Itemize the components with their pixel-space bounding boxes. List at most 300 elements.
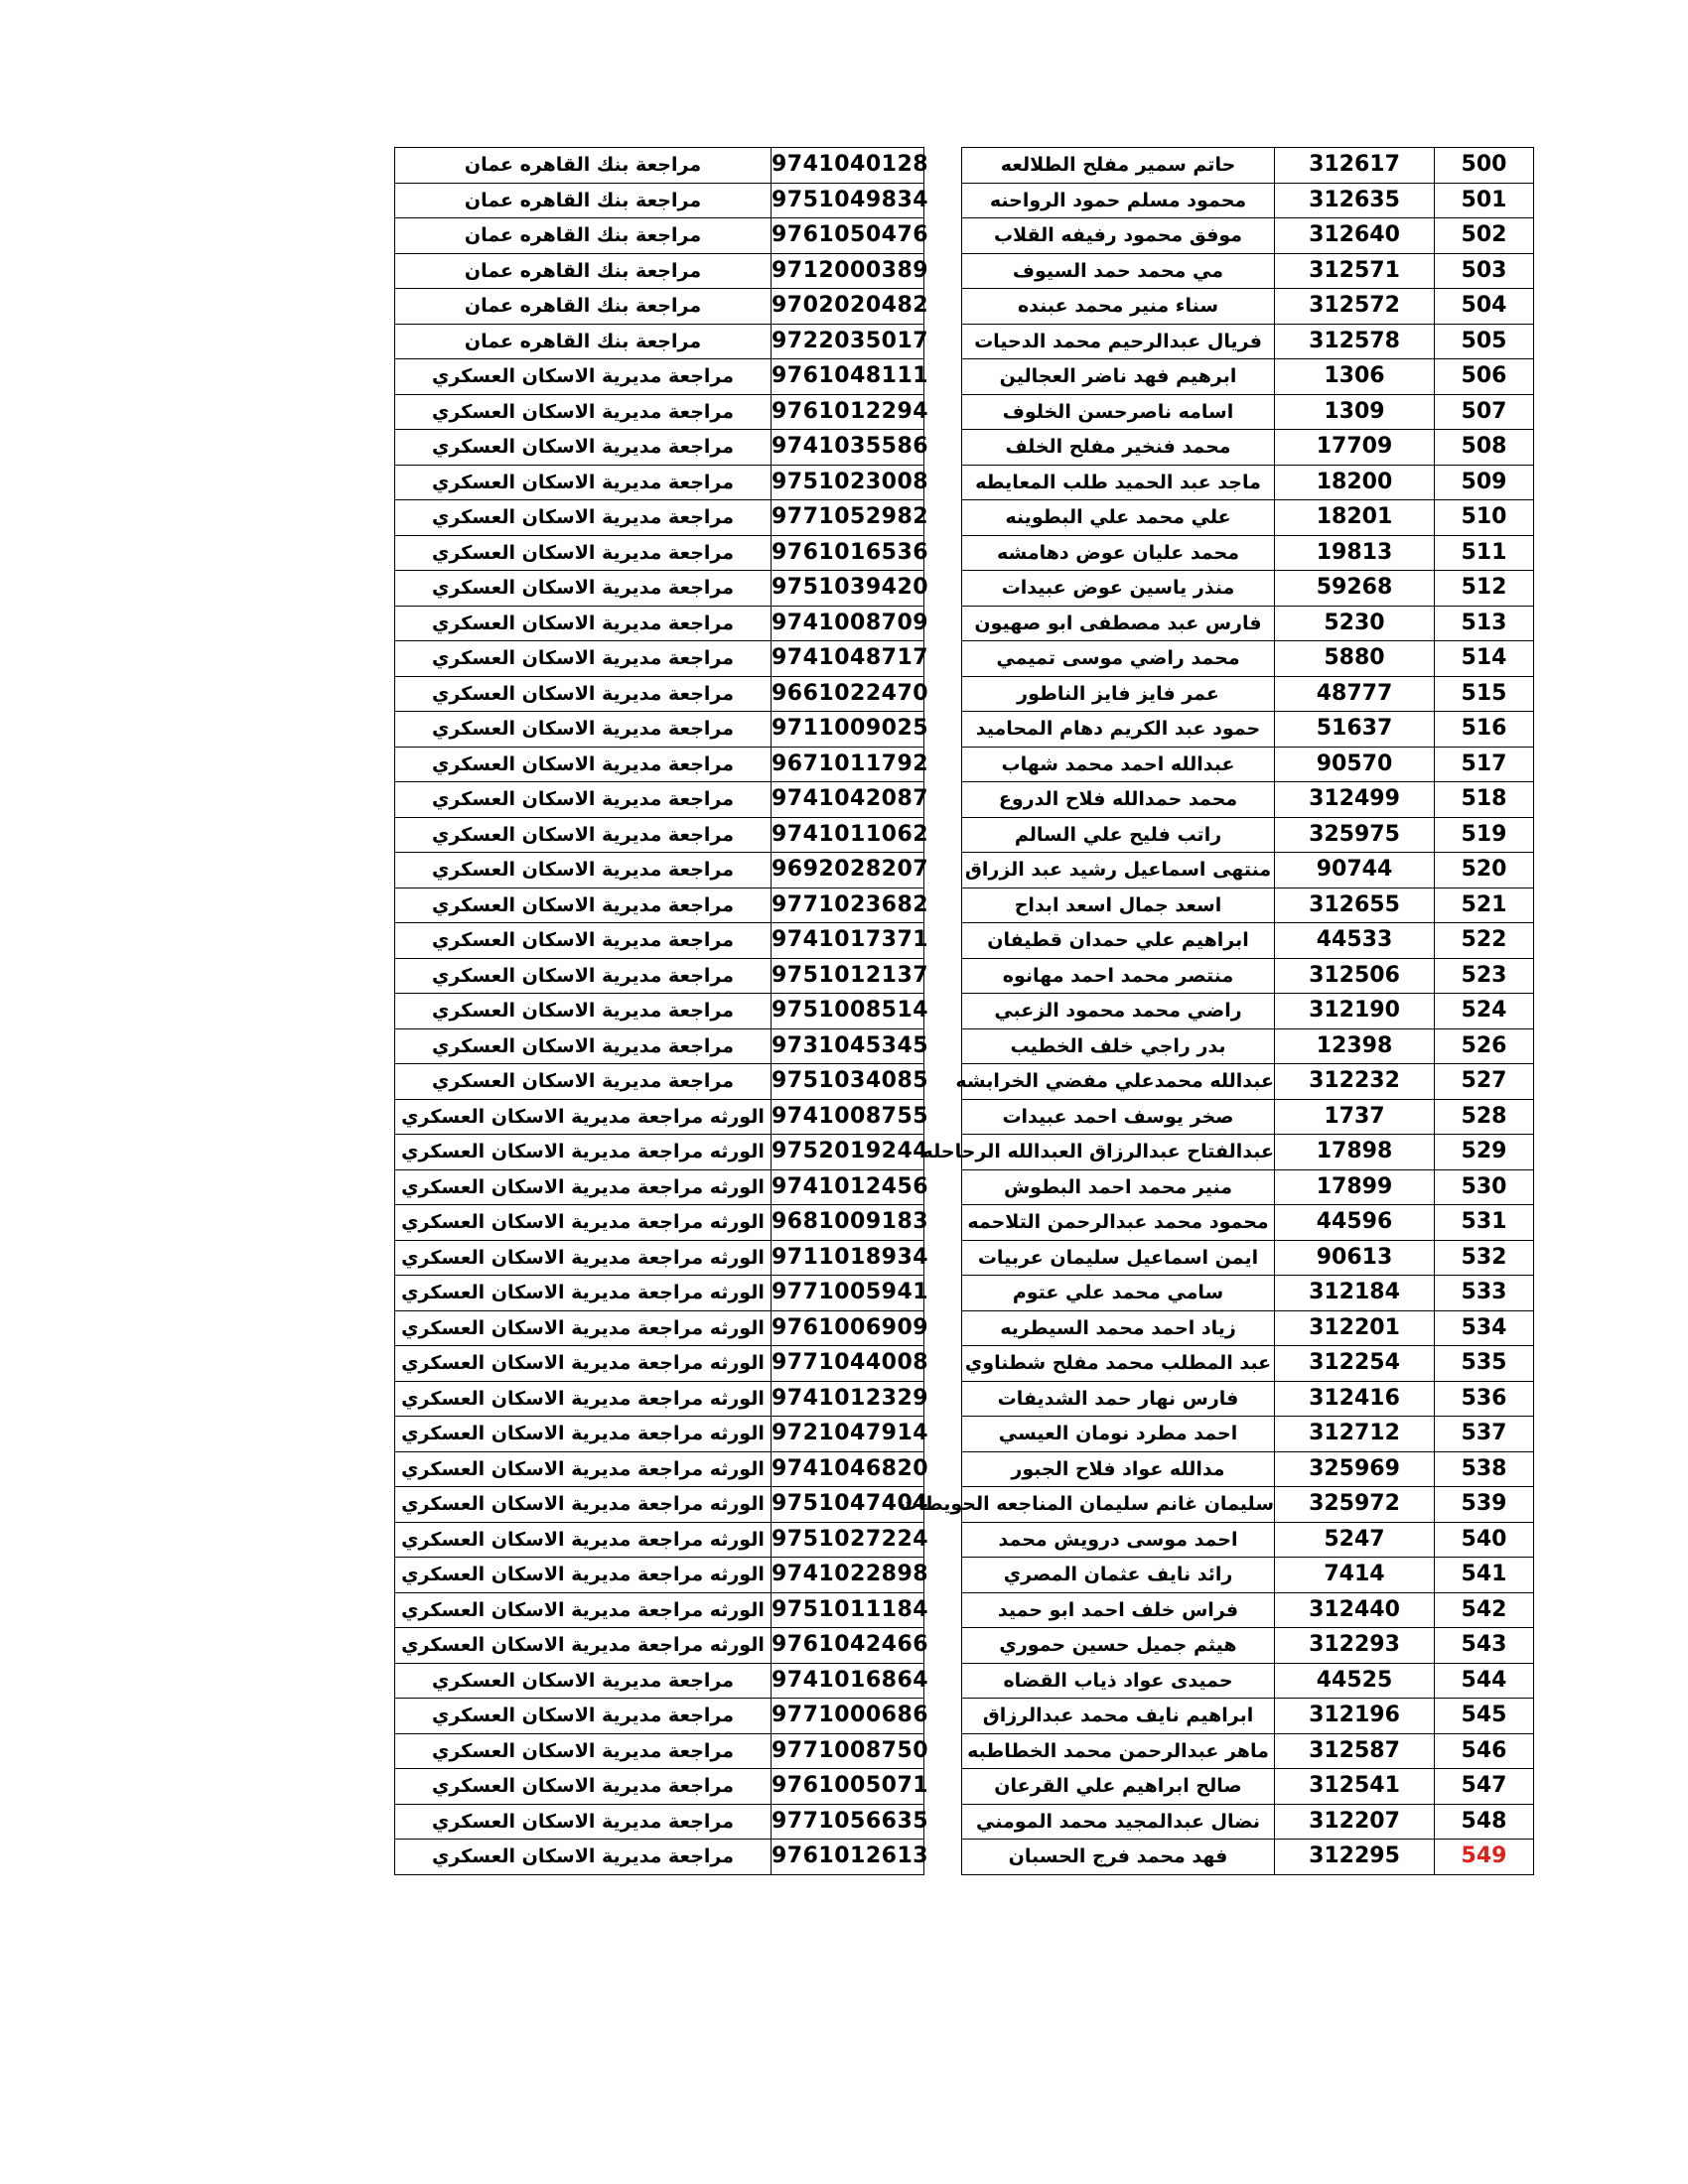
name-cell: نضال عبدالمجيد محمد المومني bbox=[962, 1804, 1275, 1840]
code-cell: 312190 bbox=[1275, 994, 1435, 1029]
table-row bbox=[395, 289, 1534, 325]
remarks-cell: الورثه مراجعة مديرية الاسكان العسكري bbox=[395, 1592, 772, 1628]
name-cell: حاتم سمير مفلح الطلالعه bbox=[962, 148, 1275, 184]
name-cell: منير محمد احمد البطوش bbox=[962, 1169, 1275, 1205]
remarks-cell: الورثه مراجعة مديرية الاسكان العسكري bbox=[395, 1135, 772, 1170]
code-cell: 312440 bbox=[1275, 1592, 1435, 1628]
table-row bbox=[395, 1699, 1534, 1734]
serial-cell: 531 bbox=[1435, 1205, 1534, 1241]
code-cell: 325969 bbox=[1275, 1451, 1435, 1487]
records-sheet bbox=[394, 147, 1533, 1875]
spacer-cell bbox=[924, 324, 962, 359]
spacer-cell bbox=[924, 571, 962, 607]
code-cell: 44525 bbox=[1275, 1663, 1435, 1699]
serial-cell: 500 bbox=[1435, 148, 1534, 184]
spacer-cell bbox=[924, 1804, 962, 1840]
spacer-cell bbox=[924, 394, 962, 430]
name-cell: حميدى عواد ذياب القضاه bbox=[962, 1663, 1275, 1699]
remarks-cell: الورثه مراجعة مديرية الاسكان العسكري bbox=[395, 1487, 772, 1523]
code-cell: 17899 bbox=[1275, 1169, 1435, 1205]
spacer-cell bbox=[924, 712, 962, 748]
name-cell: مي محمد حمد السيوف bbox=[962, 253, 1275, 289]
national-id-cell: 9751027224 bbox=[772, 1522, 924, 1558]
code-cell: 17709 bbox=[1275, 430, 1435, 466]
serial-cell: 540 bbox=[1435, 1522, 1534, 1558]
remarks-cell: مراجعة بنك القاهره عمان bbox=[395, 324, 772, 359]
national-id-cell: 9761016536 bbox=[772, 535, 924, 571]
code-cell: 19813 bbox=[1275, 535, 1435, 571]
name-cell: محمد فنخير مفلح الخلف bbox=[962, 430, 1275, 466]
spacer-cell bbox=[924, 1628, 962, 1664]
spacer-cell bbox=[924, 676, 962, 712]
remarks-cell: مراجعة مديرية الاسكان العسكري bbox=[395, 958, 772, 994]
remarks-cell: مراجعة مديرية الاسكان العسكري bbox=[395, 923, 772, 959]
serial-cell: 526 bbox=[1435, 1028, 1534, 1064]
remarks-cell: الورثه مراجعة مديرية الاسكان العسكري bbox=[395, 1169, 772, 1205]
name-cell: ابراهيم نايف محمد عبدالرزاق bbox=[962, 1699, 1275, 1734]
serial-cell: 548 bbox=[1435, 1804, 1534, 1840]
national-id-cell: 9751039420 bbox=[772, 571, 924, 607]
national-id-cell: 9751034085 bbox=[772, 1064, 924, 1100]
code-cell: 18200 bbox=[1275, 465, 1435, 500]
code-cell: 312184 bbox=[1275, 1276, 1435, 1311]
serial-cell: 515 bbox=[1435, 676, 1534, 712]
table-row bbox=[395, 1487, 1534, 1523]
national-id-cell: 9771023682 bbox=[772, 887, 924, 923]
name-cell: هيثم جميل حسين حموري bbox=[962, 1628, 1275, 1664]
remarks-cell: مراجعة مديرية الاسكان العسكري bbox=[395, 1733, 772, 1769]
table-row bbox=[395, 1592, 1534, 1628]
code-cell: 12398 bbox=[1275, 1028, 1435, 1064]
spacer-cell bbox=[924, 1205, 962, 1241]
code-cell: 1737 bbox=[1275, 1099, 1435, 1135]
national-id-cell: 9671011792 bbox=[772, 747, 924, 782]
table-row bbox=[395, 183, 1534, 218]
spacer-cell bbox=[924, 1028, 962, 1064]
remarks-cell: الورثه مراجعة مديرية الاسكان العسكري bbox=[395, 1310, 772, 1346]
code-cell: 312578 bbox=[1275, 324, 1435, 359]
national-id-cell: 9752019244 bbox=[772, 1135, 924, 1170]
table-row bbox=[395, 1840, 1534, 1875]
name-cell: موفق محمود رفيفه القلاب bbox=[962, 218, 1275, 254]
serial-cell: 528 bbox=[1435, 1099, 1534, 1135]
code-cell: 312617 bbox=[1275, 148, 1435, 184]
spacer-cell bbox=[924, 853, 962, 888]
remarks-cell: مراجعة بنك القاهره عمان bbox=[395, 218, 772, 254]
code-cell: 312232 bbox=[1275, 1064, 1435, 1100]
name-cell: راتب فليح علي السالم bbox=[962, 817, 1275, 853]
national-id-cell: 9692028207 bbox=[772, 853, 924, 888]
table-row bbox=[395, 465, 1534, 500]
code-cell: 312196 bbox=[1275, 1699, 1435, 1734]
name-cell: احمد مطرد نومان العيسي bbox=[962, 1417, 1275, 1452]
name-cell: ماهر عبدالرحمن محمد الخطاطبه bbox=[962, 1733, 1275, 1769]
serial-cell: 516 bbox=[1435, 712, 1534, 748]
name-cell: فارس عبد مصطفى ابو صهيون bbox=[962, 606, 1275, 641]
spacer-cell bbox=[924, 183, 962, 218]
name-cell: فهد محمد فرج الحسبان bbox=[962, 1840, 1275, 1875]
code-cell: 1309 bbox=[1275, 394, 1435, 430]
serial-cell: 508 bbox=[1435, 430, 1534, 466]
national-id-cell: 9741042087 bbox=[772, 782, 924, 818]
serial-cell: 530 bbox=[1435, 1169, 1534, 1205]
table-row bbox=[395, 1135, 1534, 1170]
spacer-cell bbox=[924, 1417, 962, 1452]
serial-cell: 506 bbox=[1435, 359, 1534, 395]
serial-cell: 511 bbox=[1435, 535, 1534, 571]
serial-cell: 536 bbox=[1435, 1381, 1534, 1417]
national-id-cell: 9761005071 bbox=[772, 1769, 924, 1805]
code-cell: 312587 bbox=[1275, 1733, 1435, 1769]
serial-cell: 521 bbox=[1435, 887, 1534, 923]
table-row bbox=[395, 1769, 1534, 1805]
code-cell: 312295 bbox=[1275, 1840, 1435, 1875]
spacer-cell bbox=[924, 359, 962, 395]
code-cell: 5880 bbox=[1275, 641, 1435, 677]
remarks-cell: الورثه مراجعة مديرية الاسكان العسكري bbox=[395, 1099, 772, 1135]
remarks-cell: مراجعة مديرية الاسكان العسكري bbox=[395, 887, 772, 923]
name-cell: منتصر محمد احمد مهانوه bbox=[962, 958, 1275, 994]
table-row bbox=[395, 887, 1534, 923]
spacer-cell bbox=[924, 1558, 962, 1593]
name-cell: عبد المطلب محمد مفلح شطناوي bbox=[962, 1346, 1275, 1382]
serial-cell: 549 bbox=[1435, 1840, 1534, 1875]
spacer-cell bbox=[924, 1769, 962, 1805]
remarks-cell: مراجعة مديرية الاسكان العسكري bbox=[395, 817, 772, 853]
national-id-cell: 9761012294 bbox=[772, 394, 924, 430]
name-cell: مدالله عواد فلاح الجبور bbox=[962, 1451, 1275, 1487]
code-cell: 17898 bbox=[1275, 1135, 1435, 1170]
serial-cell: 519 bbox=[1435, 817, 1534, 853]
national-id-cell: 9771044008 bbox=[772, 1346, 924, 1382]
remarks-cell: مراجعة بنك القاهره عمان bbox=[395, 289, 772, 325]
national-id-cell: 9741012456 bbox=[772, 1169, 924, 1205]
serial-cell: 541 bbox=[1435, 1558, 1534, 1593]
name-cell: صالح ابراهيم علي القرعان bbox=[962, 1769, 1275, 1805]
table-row bbox=[395, 853, 1534, 888]
spacer-cell bbox=[924, 218, 962, 254]
national-id-cell: 9751011184 bbox=[772, 1592, 924, 1628]
code-cell: 325975 bbox=[1275, 817, 1435, 853]
table-row bbox=[395, 1451, 1534, 1487]
table-row bbox=[395, 1733, 1534, 1769]
national-id-cell: 9741012329 bbox=[772, 1381, 924, 1417]
remarks-cell: مراجعة بنك القاهره عمان bbox=[395, 253, 772, 289]
serial-cell: 509 bbox=[1435, 465, 1534, 500]
name-cell: حمود عبد الكريم دهام المحاميد bbox=[962, 712, 1275, 748]
national-id-cell: 9751049834 bbox=[772, 183, 924, 218]
code-cell: 312712 bbox=[1275, 1417, 1435, 1452]
remarks-cell: مراجعة مديرية الاسكان العسكري bbox=[395, 1064, 772, 1100]
table-row bbox=[395, 782, 1534, 818]
code-cell: 312635 bbox=[1275, 183, 1435, 218]
name-cell: محمد راضي موسى تميمي bbox=[962, 641, 1275, 677]
name-cell: بدر راجي خلف الخطيب bbox=[962, 1028, 1275, 1064]
serial-cell: 503 bbox=[1435, 253, 1534, 289]
spacer-cell bbox=[924, 289, 962, 325]
serial-cell: 537 bbox=[1435, 1417, 1534, 1452]
code-cell: 5247 bbox=[1275, 1522, 1435, 1558]
name-cell: علي محمد علي البطوينه bbox=[962, 500, 1275, 536]
national-id-cell: 9741011062 bbox=[772, 817, 924, 853]
table-row bbox=[395, 571, 1534, 607]
serial-cell: 546 bbox=[1435, 1733, 1534, 1769]
name-cell: سناء منير محمد عبنده bbox=[962, 289, 1275, 325]
spacer-cell bbox=[924, 1663, 962, 1699]
records-table bbox=[394, 147, 1534, 1875]
serial-cell: 547 bbox=[1435, 1769, 1534, 1805]
remarks-cell: مراجعة مديرية الاسكان العسكري bbox=[395, 853, 772, 888]
code-cell: 312655 bbox=[1275, 887, 1435, 923]
name-cell: سامي محمد علي عتوم bbox=[962, 1276, 1275, 1311]
table-row bbox=[395, 747, 1534, 782]
remarks-cell: مراجعة بنك القاهره عمان bbox=[395, 148, 772, 184]
table-row bbox=[395, 430, 1534, 466]
spacer-cell bbox=[924, 430, 962, 466]
code-cell: 44596 bbox=[1275, 1205, 1435, 1241]
code-cell: 1306 bbox=[1275, 359, 1435, 395]
table-row bbox=[395, 1558, 1534, 1593]
serial-cell: 507 bbox=[1435, 394, 1534, 430]
remarks-cell: الورثه مراجعة مديرية الاسكان العسكري bbox=[395, 1381, 772, 1417]
code-cell: 5230 bbox=[1275, 606, 1435, 641]
table-row bbox=[395, 712, 1534, 748]
code-cell: 312499 bbox=[1275, 782, 1435, 818]
remarks-cell: الورثه مراجعة مديرية الاسكان العسكري bbox=[395, 1276, 772, 1311]
table-row bbox=[395, 817, 1534, 853]
national-id-cell: 9771008750 bbox=[772, 1733, 924, 1769]
remarks-cell: مراجعة مديرية الاسكان العسكري bbox=[395, 782, 772, 818]
serial-cell: 514 bbox=[1435, 641, 1534, 677]
name-cell: سليمان غانم سليمان المناجعه الحويطات bbox=[962, 1487, 1275, 1523]
spacer-cell bbox=[924, 1310, 962, 1346]
national-id-cell: 9771056635 bbox=[772, 1804, 924, 1840]
table-row bbox=[395, 1346, 1534, 1382]
spacer-cell bbox=[924, 747, 962, 782]
remarks-cell: مراجعة مديرية الاسكان العسكري bbox=[395, 1663, 772, 1699]
national-id-cell: 9741017371 bbox=[772, 923, 924, 959]
national-id-cell: 9751047404 bbox=[772, 1487, 924, 1523]
table-row bbox=[395, 923, 1534, 959]
name-cell: محمد حمدالله فلاح الدروع bbox=[962, 782, 1275, 818]
name-cell: اسامه ناصرحسن الخلوف bbox=[962, 394, 1275, 430]
code-cell: 48777 bbox=[1275, 676, 1435, 712]
spacer-cell bbox=[924, 148, 962, 184]
national-id-cell: 9711018934 bbox=[772, 1240, 924, 1276]
name-cell: احمد موسى درويش محمد bbox=[962, 1522, 1275, 1558]
table-row bbox=[395, 1663, 1534, 1699]
serial-cell: 504 bbox=[1435, 289, 1534, 325]
table-row bbox=[395, 535, 1534, 571]
table-row bbox=[395, 1522, 1534, 1558]
remarks-cell: الورثه مراجعة مديرية الاسكان العسكري bbox=[395, 1558, 772, 1593]
national-id-cell: 9741035586 bbox=[772, 430, 924, 466]
national-id-cell: 9761012613 bbox=[772, 1840, 924, 1875]
name-cell: فريال عبدالرحيم محمد الدحيات bbox=[962, 324, 1275, 359]
code-cell: 90613 bbox=[1275, 1240, 1435, 1276]
serial-cell: 523 bbox=[1435, 958, 1534, 994]
spacer-cell bbox=[924, 535, 962, 571]
national-id-cell: 9711009025 bbox=[772, 712, 924, 748]
serial-cell: 501 bbox=[1435, 183, 1534, 218]
name-cell: منتهى اسماعيل رشيد عبد الزراق bbox=[962, 853, 1275, 888]
name-cell: ماجد عبد الحميد طلب المعايطه bbox=[962, 465, 1275, 500]
table-row bbox=[395, 1028, 1534, 1064]
name-cell: رائد نايف عثمان المصري bbox=[962, 1558, 1275, 1593]
spacer-cell bbox=[924, 1381, 962, 1417]
remarks-cell: الورثه مراجعة مديرية الاسكان العسكري bbox=[395, 1451, 772, 1487]
remarks-cell: مراجعة مديرية الاسكان العسكري bbox=[395, 641, 772, 677]
name-cell: محمود مسلم حمود الرواحنه bbox=[962, 183, 1275, 218]
spacer-cell bbox=[924, 817, 962, 853]
remarks-cell: مراجعة مديرية الاسكان العسكري bbox=[395, 500, 772, 536]
national-id-cell: 9712000389 bbox=[772, 253, 924, 289]
table-row bbox=[395, 218, 1534, 254]
name-cell: اسعد جمال اسعد ابداح bbox=[962, 887, 1275, 923]
remarks-cell: مراجعة بنك القاهره عمان bbox=[395, 183, 772, 218]
table-row bbox=[395, 148, 1534, 184]
remarks-cell: مراجعة مديرية الاسكان العسكري bbox=[395, 747, 772, 782]
remarks-cell: مراجعة مديرية الاسكان العسكري bbox=[395, 676, 772, 712]
table-row bbox=[395, 676, 1534, 712]
serial-cell: 533 bbox=[1435, 1276, 1534, 1311]
serial-cell: 505 bbox=[1435, 324, 1534, 359]
name-cell: عبدالله محمدعلي مفضي الخرابشه bbox=[962, 1064, 1275, 1100]
table-row bbox=[395, 1099, 1534, 1135]
table-row bbox=[395, 1628, 1534, 1664]
spacer-cell bbox=[924, 887, 962, 923]
serial-cell: 517 bbox=[1435, 747, 1534, 782]
table-row bbox=[395, 994, 1534, 1029]
table-row bbox=[395, 1064, 1534, 1100]
serial-cell: 539 bbox=[1435, 1487, 1534, 1523]
remarks-cell: مراجعة مديرية الاسكان العسكري bbox=[395, 1769, 772, 1805]
serial-cell: 542 bbox=[1435, 1592, 1534, 1628]
national-id-cell: 9731045345 bbox=[772, 1028, 924, 1064]
table-row bbox=[395, 1381, 1534, 1417]
serial-cell: 524 bbox=[1435, 994, 1534, 1029]
spacer-cell bbox=[924, 606, 962, 641]
code-cell: 312207 bbox=[1275, 1804, 1435, 1840]
name-cell: ايمن اسماعيل سليمان عربيات bbox=[962, 1240, 1275, 1276]
name-cell: عبدالله احمد محمد شهاب bbox=[962, 747, 1275, 782]
spacer-cell bbox=[924, 1699, 962, 1734]
name-cell: زياد احمد محمد السيطريه bbox=[962, 1310, 1275, 1346]
serial-cell: 520 bbox=[1435, 853, 1534, 888]
name-cell: ابراهيم علي حمدان قطيفان bbox=[962, 923, 1275, 959]
national-id-cell: 9721047914 bbox=[772, 1417, 924, 1452]
table-row bbox=[395, 1804, 1534, 1840]
serial-cell: 518 bbox=[1435, 782, 1534, 818]
national-id-cell: 9761042466 bbox=[772, 1628, 924, 1664]
spacer-cell bbox=[924, 1522, 962, 1558]
table-row bbox=[395, 1169, 1534, 1205]
serial-cell: 527 bbox=[1435, 1064, 1534, 1100]
spacer-cell bbox=[924, 1733, 962, 1769]
table-row bbox=[395, 253, 1534, 289]
serial-cell: 529 bbox=[1435, 1135, 1534, 1170]
serial-cell: 502 bbox=[1435, 218, 1534, 254]
remarks-cell: الورثه مراجعة مديرية الاسكان العسكري bbox=[395, 1240, 772, 1276]
code-cell: 312571 bbox=[1275, 253, 1435, 289]
spacer-cell bbox=[924, 1169, 962, 1205]
national-id-cell: 9771005941 bbox=[772, 1276, 924, 1311]
serial-cell: 510 bbox=[1435, 500, 1534, 536]
code-cell: 51637 bbox=[1275, 712, 1435, 748]
national-id-cell: 9751023008 bbox=[772, 465, 924, 500]
remarks-cell: مراجعة مديرية الاسكان العسكري bbox=[395, 1840, 772, 1875]
national-id-cell: 9722035017 bbox=[772, 324, 924, 359]
national-id-cell: 9702020482 bbox=[772, 289, 924, 325]
spacer-cell bbox=[924, 1346, 962, 1382]
serial-cell: 538 bbox=[1435, 1451, 1534, 1487]
national-id-cell: 9741022898 bbox=[772, 1558, 924, 1593]
table-row bbox=[395, 1417, 1534, 1452]
code-cell: 312640 bbox=[1275, 218, 1435, 254]
table-row bbox=[395, 606, 1534, 641]
national-id-cell: 9741008755 bbox=[772, 1099, 924, 1135]
serial-cell: 513 bbox=[1435, 606, 1534, 641]
remarks-cell: الورثه مراجعة مديرية الاسكان العسكري bbox=[395, 1417, 772, 1452]
national-id-cell: 9741048717 bbox=[772, 641, 924, 677]
spacer-cell bbox=[924, 1276, 962, 1311]
remarks-cell: مراجعة مديرية الاسكان العسكري bbox=[395, 994, 772, 1029]
spacer-cell bbox=[924, 1099, 962, 1135]
code-cell: 7414 bbox=[1275, 1558, 1435, 1593]
table-row bbox=[395, 1240, 1534, 1276]
serial-cell: 534 bbox=[1435, 1310, 1534, 1346]
national-id-cell: 9771052982 bbox=[772, 500, 924, 536]
national-id-cell: 9681009183 bbox=[772, 1205, 924, 1241]
code-cell: 312254 bbox=[1275, 1346, 1435, 1382]
national-id-cell: 9741016864 bbox=[772, 1663, 924, 1699]
name-cell: راضي محمد محمود الزعبي bbox=[962, 994, 1275, 1029]
serial-cell: 512 bbox=[1435, 571, 1534, 607]
code-cell: 312541 bbox=[1275, 1769, 1435, 1805]
spacer-cell bbox=[924, 641, 962, 677]
spacer-cell bbox=[924, 1451, 962, 1487]
spacer-cell bbox=[924, 1240, 962, 1276]
national-id-cell: 9771000686 bbox=[772, 1699, 924, 1734]
spacer-cell bbox=[924, 958, 962, 994]
code-cell: 90744 bbox=[1275, 853, 1435, 888]
code-cell: 312572 bbox=[1275, 289, 1435, 325]
code-cell: 312506 bbox=[1275, 958, 1435, 994]
records-table-body bbox=[395, 148, 1534, 1875]
serial-cell: 535 bbox=[1435, 1346, 1534, 1382]
code-cell: 312201 bbox=[1275, 1310, 1435, 1346]
table-row bbox=[395, 359, 1534, 395]
national-id-cell: 9751008514 bbox=[772, 994, 924, 1029]
remarks-cell: الورثه مراجعة مديرية الاسكان العسكري bbox=[395, 1628, 772, 1664]
national-id-cell: 9661022470 bbox=[772, 676, 924, 712]
table-row bbox=[395, 1205, 1534, 1241]
remarks-cell: الورثه مراجعة مديرية الاسكان العسكري bbox=[395, 1205, 772, 1241]
national-id-cell: 9741008709 bbox=[772, 606, 924, 641]
spacer-cell bbox=[924, 253, 962, 289]
serial-cell: 522 bbox=[1435, 923, 1534, 959]
name-cell: عمر فايز فايز الناطور bbox=[962, 676, 1275, 712]
remarks-cell: مراجعة مديرية الاسكان العسكري bbox=[395, 535, 772, 571]
code-cell: 325972 bbox=[1275, 1487, 1435, 1523]
remarks-cell: مراجعة مديرية الاسكان العسكري bbox=[395, 712, 772, 748]
name-cell: فارس نهار حمد الشديفات bbox=[962, 1381, 1275, 1417]
table-row bbox=[395, 394, 1534, 430]
code-cell: 90570 bbox=[1275, 747, 1435, 782]
serial-cell: 543 bbox=[1435, 1628, 1534, 1664]
table-row bbox=[395, 500, 1534, 536]
national-id-cell: 9741040128 bbox=[772, 148, 924, 184]
